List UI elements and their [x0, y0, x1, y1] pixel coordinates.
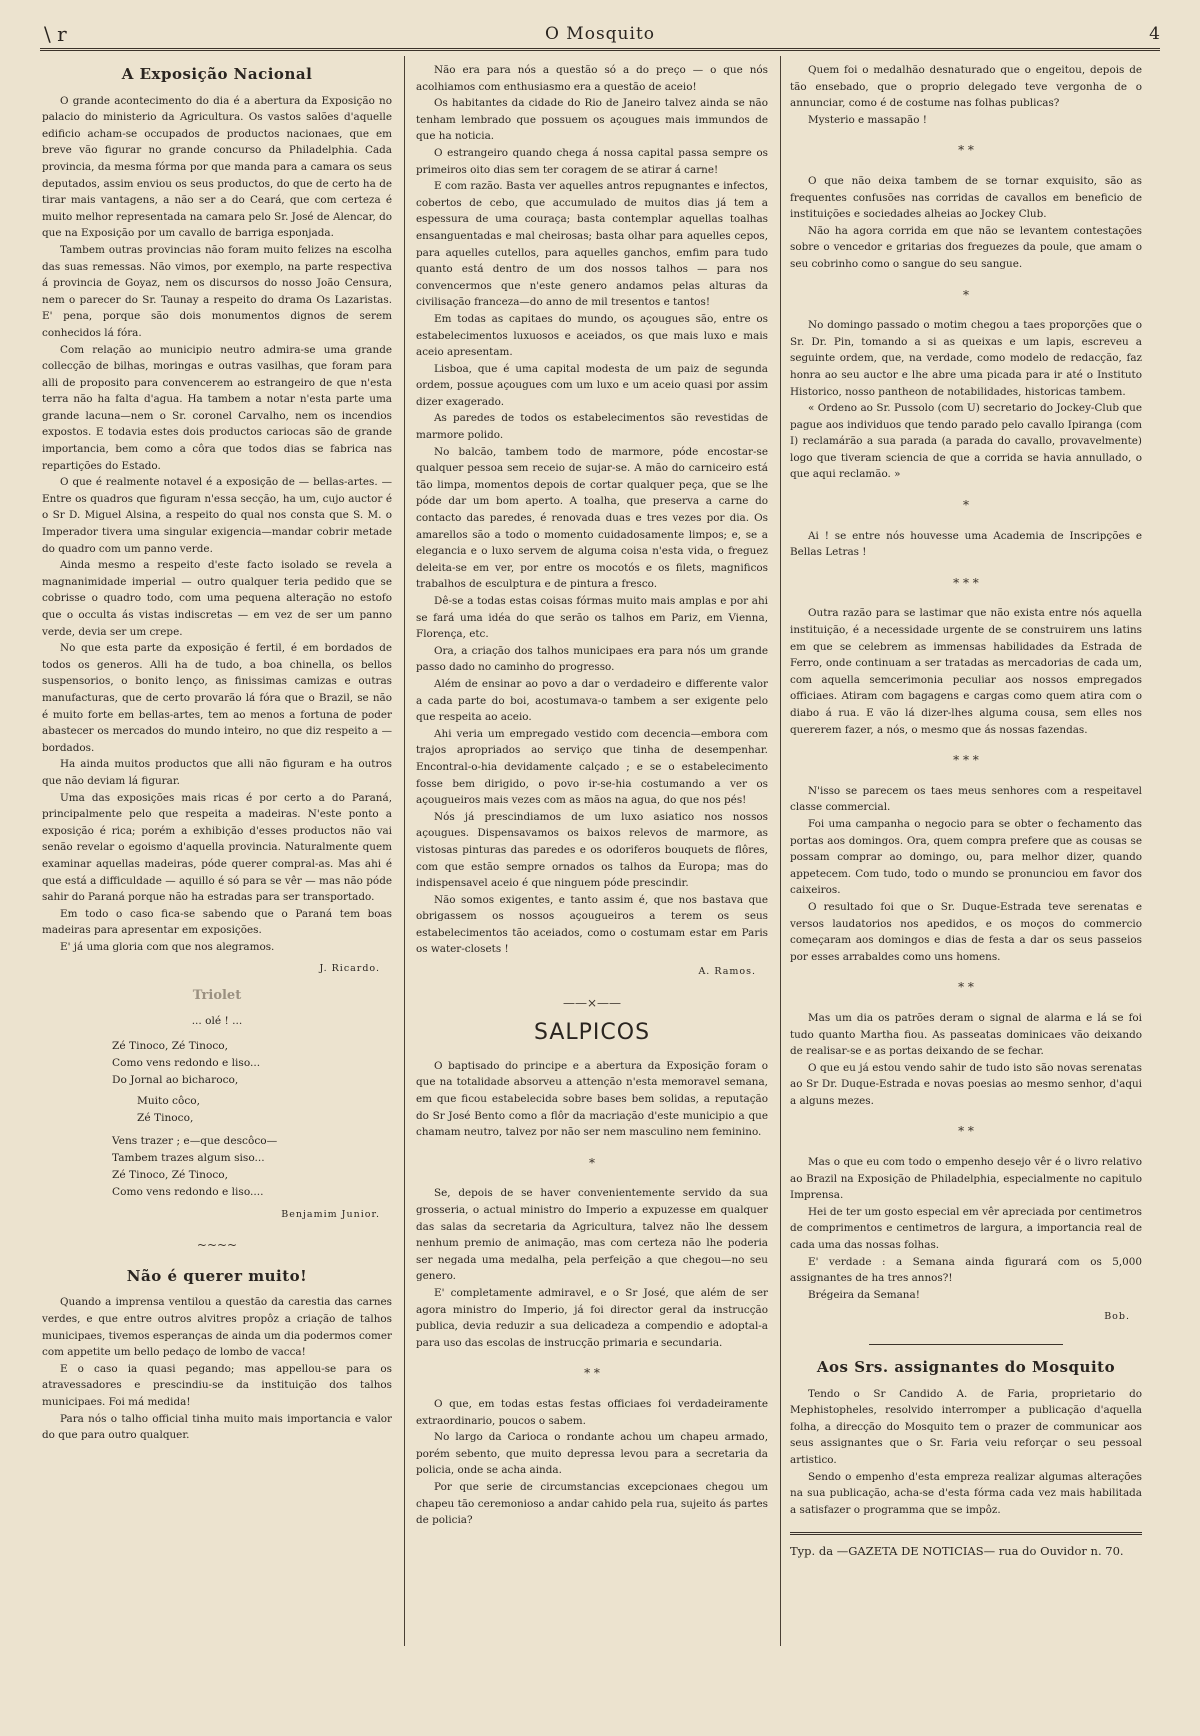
paragraph: O resultado foi que o Sr. Duque-Estrada teve serenatas e versos laudatorios nos apedidos, e os moços do commercio começaram aos domingos e dias de festa a dar os seus passeios por esses arrabaldes como uns homens.	[790, 900, 1142, 963]
paragraph: Não ha agora corrida em que não se levantem contestações sobre o vencedor e gritarias dos freguezes da poule, que amam o seu cobrinho como o sangue do seu sangue.	[790, 224, 1142, 270]
article-body	[42, 93, 392, 956]
poem-line: Como vens redondo e liso....	[112, 1185, 264, 1198]
asterism: * *	[958, 1124, 974, 1139]
column-divider	[780, 56, 781, 1646]
paragraph: Os habitantes da cidade do Rio de Janeiro talvez ainda se não tenham lembrado que possuem os açougues mais immundos de que ha noticia.	[416, 97, 768, 143]
paragraph: N'isso se parecem os taes meus senhores com a respeitavel classe commercial.	[790, 784, 1142, 814]
asterism: * *	[958, 143, 974, 158]
ornament-divider: ——×——	[562, 995, 622, 1010]
asterism: * * *	[953, 753, 979, 768]
paragraph: Ai ! se entre nós houvesse uma Academia de Inscripções e Bellas Letras !	[790, 529, 1142, 559]
section-title: SALPICOS	[533, 1020, 651, 1046]
masthead-title: O Mosquito	[544, 24, 656, 44]
paragraph: Uma das exposições mais ricas é por certo a do Paraná, principalmente pelo que respeita a madeiras. N'este ponto a exposição é rica; porém a exhibição d'esses productos não vai senão revelar o egoismo d'aquella provincia. Naturalmente quem examinar aquellas madeiras, póde querer compral-as. Mas ahi é que está a difficuldade — aquillo é só para se vêr — mas não póde sahir do Paraná porque não ha estradas para ser transportado.	[42, 791, 392, 904]
paragraph: Tendo o Sr Candido A. de Faria, proprietario do Mephistopheles, resolvido interromper a publicação d'aquella folha, a direcção do Mosquito tem o prazer de communicar aos seus assignantes que o Sr. Faria veiu reforçar o seu pessoal artistico.	[790, 1387, 1142, 1466]
paragraph: Dê-se a todas estas coisas fórmas muito mais amplas e por ahi se fará uma idéa do que serão os talhos em Pariz, em Vienna, Florença, etc.	[416, 595, 768, 641]
article-title: A Exposição Nacional	[121, 65, 313, 83]
paragraph: Foi uma campanha o negocio para se obter o fechamento das portas aos domingos. Ora, quem compra prefere que as cousas se possam comprar ao domingo, ou, para melhor dizer, quando appetecem. Com tudo, todo o mundo se pronunciou em favor dos caixeiros.	[790, 817, 1142, 897]
paragraph: Mas um dia os patrões deram o signal de alarma e lá se foi tudo quanto Martha fiou. As passeatas dominicaes vão deixando de realisar-se e as portas deixando de se fechar.	[790, 1011, 1142, 1058]
poem-line: Vens trazer ; e—que descôco—	[112, 1134, 278, 1147]
paragraph: As paredes de todos os estabelecimentos são revestidas de marmore polido.	[416, 412, 768, 442]
paragraph: Não somos exigentes, e tanto assim é, que nos bastava que obrigassem os nossos açougueiros a terem os seus estabelecimentos tão aceiados, como o costumam estar em Paris os water-closets !	[416, 893, 768, 956]
ornament-divider: ~~~~	[196, 1238, 238, 1253]
paragraph: Nós já prescindiamos de um luxo asiatico nos nossos açougues. Dispensavamos os baixos relevos de marmore, as vistosas pinturas das paredes e os odoriferos bouquets de flôres, com que estão sempre ornados os talhos da Europa; mas do indispensavel aceio é que ninguem póde prescindir.	[416, 810, 768, 890]
paragraph: Ha ainda muitos productos que alli não figuram e ha outros que não deviam lá figurar.	[42, 758, 392, 787]
asterism: *	[963, 498, 969, 513]
paragraph: Ahi veria um empregado vestido com decencia—embora com trajos apropriados ao serviço que tinha de desempenhar. Encontral-o-hia devidamente calçado ; e se o estabelecimento fosse bem dirigido, o povo ir-se-hia costumando a ver os açougueiros mais vezes com as mãos na agua, do que nos pés!	[416, 727, 768, 807]
paragraph: O que não deixa tambem de se tornar exquisito, são as frequentes confusões nas corridas de cavallos em beneficio de instituições e sociedades alheias ao Jockey Club.	[790, 174, 1142, 221]
paragraph: No que esta parte da exposição é fertil, é em bordados de todos os generos. Alli ha de tudo, a boa chinella, os bellos suspensorios, o bonito lenço, as finissimas camizas e outras manufacturas, que de certo provarão lá fóra que o Brazil, se não é muito forte em bellas-artes, tem ao menos a fortuna de poder abastecer os mercados do mundo inteiro, no que diz respeito a — bordados.	[42, 642, 392, 754]
paragraph: O que eu já estou vendo sahir de tudo isto são novas serenatas ao Sr Dr. Duque-Estrada e novas poesias ao mesmo senhor, d'aqui a alguns mezes.	[790, 1061, 1142, 1107]
paragraph: No balcão, tambem todo de marmore, póde encostar-se qualquer pessoa sem receio de sujar-se. A mão do carniceiro está tão limpa, momentos depois de cortar qualquer peça, que se lhe póde dar um bom aperto. A toalha, que preserva a carne do contacto das paredes, é renovada duas e tres vezes por dia. Os amarellos são a todo o momento cuidadosamente limpos; e, se a elegancia e o luxo servem de alguma coisa n'esta vida, o freguez deleita-se em ver, por entre os mocotós e os filets, magnificos trabalhos de esculptura e de pintura a fresco.	[416, 445, 768, 591]
paragraph: Ora, a criação dos talhos municipaes era para nós um grande passo dado no caminho do progresso.	[416, 644, 768, 674]
poem-title: Triolet	[192, 988, 242, 1004]
paragraph: Lisboa, que é uma capital modesta de um paiz de segunda ordem, possue açougues com um luxo e um aceio quasi por assim dizer exagerado.	[416, 362, 768, 408]
paragraph: E' já uma gloria com que nos alegramos.	[60, 940, 275, 953]
page-mark: \ r	[44, 22, 67, 46]
paragraph: Hei de ter um gosto especial em vêr apreciada por centimetros de comprimentos e centimetros de largura, a importancia real de cada uma das nossas folhas.	[790, 1205, 1142, 1252]
poem-line: Do Jornal ao bicharoco,	[112, 1073, 239, 1086]
paragraph: Além de ensinar ao povo a dar o verdadeiro e differente valor a cada parte do boi, acostumava-o tambem a ser exigente pelo que respeita ao aceio.	[416, 677, 768, 724]
paragraph: O baptisado do principe e a abertura da Exposição foram o que na totalidade absorveu a attenção n'esta memoravel semana, em que ficou estabelecida sobre bases bem solidas, a reputação do Sr José Bento como a flôr da macriação d'este municipio a que chamam neutro, talvez por não ser nem masculino nem feminino.	[416, 1059, 768, 1139]
article-title: Não é querer muito!	[126, 1266, 308, 1285]
paragraph: E com razão. Basta ver aquelles antros repugnantes e infectos, cobertos de cebo, que accumulado de muitos dias já tem a espessura de uma couraça; basta contemplar aquellas toalhas ensanguentadas e mal cheirosas; basta olhar para aquelles cepos, para aquelles cutellos, para aquelles ganchos, emfim para tudo quanto está dentro de um dos nossos talhos — para nos convencermos que n'este genero andamos pelas alturas da civilisação franceza—do anno de mil tresentos e tantos!	[416, 180, 768, 309]
article-body	[42, 1294, 392, 1443]
poem	[42, 1013, 392, 1201]
poem-line: Zé Tinoco, Zé Tinoco,	[112, 1039, 229, 1052]
paragraph: Não era para nós a questão só a do preço — o que nós acolhiamos com enthusiasmo era a questão de aceio!	[416, 64, 768, 93]
paragraph: Tambem outras provincias não foram muito felizes na escolha das suas remessas. Não vimos, por exemplo, na parte respectiva á provincia de Goyaz, nem os discursos do nosso João Censura, nem o parecer do Sr. Taunay a respeito do drama Os Lazaristas. E' pena, porque são dois monumentos dignos de serem conhecidos lá fóra.	[42, 243, 392, 339]
paragraph: O estrangeiro quando chega á nossa capital passa sempre os primeiros oito dias sem ter coragem de se atirar á carne!	[416, 146, 768, 176]
paragraph: Sendo o empenho d'esta empreza realizar algumas alterações na sua publicação, acha-se d'esta fórma cada vez mais habilitada a satisfazer o programma que se impôz.	[790, 1470, 1142, 1516]
column-divider	[404, 56, 405, 1646]
asterism: *	[963, 287, 969, 302]
poem-line: Zé Tinoco, Zé Tinoco,	[112, 1168, 229, 1181]
paragraph: No largo da Carioca o rondante achou um chapeu armado, porém sebento, que muito depressa levou para a secretaria da policia, onde se acha ainda.	[416, 1431, 768, 1477]
paragraph: E' verdade : a Semana ainda figurará com os 5,000 assignantes de ha tres annos?!	[790, 1255, 1142, 1285]
paragraph: Brégeira da Semana!	[808, 1288, 920, 1301]
byline: Benjamim Junior.	[281, 1208, 380, 1220]
printer-imprint: Typ. da —GAZETA DE NOTICIAS— rua do Ouvidor n. 70.	[790, 1532, 1142, 1560]
notice-body	[790, 1386, 1142, 1519]
paragraph: Mysterio e massapão !	[808, 113, 927, 126]
paragraph: Se, depois de se haver convenientemente servido da sua grosseria, o actual ministro do Imperio a expuzesse em qualquer das salas da secretaria da Agricultura, talvez não lhe dessem nenhum premio de animação, mas com certeza não lhe poderia ser negada uma medalha, pela perfeição a que chegou—no seu genero.	[416, 1187, 768, 1283]
poem-line: Muito côco,	[137, 1094, 201, 1107]
poem-line: Como vens redondo e liso...	[112, 1056, 261, 1069]
poem-line: Tambem trazes algum siso...	[112, 1151, 265, 1164]
column-middle	[416, 62, 768, 1662]
byline: J. Ricardo.	[319, 963, 380, 975]
paragraph: O que é realmente notavel é a exposição de — bellas-artes. — Entre os quadros que figuram n'essa secção, ha um, cujo auctor é o Sr D. Miguel Alsina, a respeito do qual nos consta que S. M. o Imperador tivera uma singular exigencia—mandar cobrir metade do quadro com um panno verde.	[42, 476, 392, 555]
paragraph: E o caso ia quasi pegando; mas appellou-se para os atravessadores e prescindiu-se da instituição dos talhos municipaes. Foi má medida!	[42, 1362, 392, 1408]
asterism: * *	[584, 1366, 600, 1381]
asterism: *	[589, 1155, 595, 1170]
section-rule	[869, 1344, 1063, 1345]
paragraph: O grande acontecimento do dia é a abertura da Exposição no palacio do ministerio da Agricultura. Os vastos salões d'aquelle edificio acham-se occupados de productos nacionaes, que em breve vão figurar no grande concurso da Philadelphia. Cada provincia, da mesma fórma por que manda para a camara os seus deputados, assim enviou os seus productos, do que de certo ha de tirar mais vantagens, a não ser a do Ceará, que com certeza é muito melhor representada na camara pelo Sr. José de Alencar, do que na Exposição por um cavallo de barriga esponjada.	[42, 94, 392, 240]
paragraph: Mas o que eu com todo o empenho desejo vêr é o livro relativo ao Brazil na Exposição de Philadelphia, especialmente no capitulo Imprensa.	[790, 1156, 1142, 1202]
asterism: * *	[958, 980, 974, 995]
paragraph: Por que serie de circumstancias excepcionaes chegou um chapeu tão ceremonioso a andar cahido pela rua, sujeito ás partes de policia?	[416, 1480, 768, 1527]
paragraph: Quem foi o medalhão desnaturado que o engeitou, depois de tão ensebado, que o proprio delegado teve vergonha de o annunciar, como é de costume nas folhas publicas?	[790, 64, 1142, 110]
section-body	[416, 1058, 768, 1529]
paragraph: « Ordeno ao Sr. Pussolo (com U) secretario do Jockey-Club que pague aos individuos que tendo parado pelo cavallo Ipiranga (com I) reclamárão a sua parada (a parada do cavallo, provavelmente) logo que tiveram sciencia de que a corrida se havia annullado, o que aqui reclamão. »	[790, 402, 1142, 481]
byline: A. Ramos.	[698, 966, 756, 978]
column-right	[790, 62, 1142, 1662]
paragraph: Quando a imprensa ventilou a questão da carestia das carnes verdes, e que entre outros alvitres propôz a criação de talhos municipaes, tivemos esperanças de ainda um dia podermos comer com appetite um bello pedaço de lombo de vacca!	[42, 1296, 392, 1359]
paragraph: Outra razão para se lastimar que não exista entre nós aquella instituição, é a necessidade urgente de se construirem uns latins em que se celebrem as immensas habilidades da Estrada de Ferro, onde continuam a ser tratadas as mercadorias de cada um, com aquella semcerimonia peculiar aos nossos empregados officiaes. Atiram com bagagens e cargas como quem atira com o diabo á rua. E vão lá dizer-lhes alguma cousa, sem elles nos quererem fazer, a nós, o mesmo que ás nossas fazendas.	[790, 607, 1142, 736]
column-left	[42, 62, 392, 1662]
page-number: 4	[1149, 24, 1160, 44]
paragraph: No domingo passado o motim chegou a taes proporções que o Sr. Dr. Pin, tomando a si as queixas e um lapis, escreveu a seguinte ordem, que, na verdade, como modelo de redacção, faz honra ao seu auctor e lhe abre uma picada para ir até o Instituto Historico, nosso pantheon de notabilidades, historicas tambem.	[790, 319, 1142, 398]
paragraph: Para nós o talho official tinha muito mais importancia e valor do que para outro qualquer.	[42, 1412, 392, 1442]
asterism: * * *	[953, 575, 979, 590]
paragraph: O que, em todas estas festas officiaes foi verdadeiramente extraordinario, poucos o sabem.	[416, 1397, 768, 1427]
poem-line: ... olé ! ...	[191, 1014, 243, 1027]
paragraph: Ainda mesmo a respeito d'este facto isolado se revela a magnanimidade imperial — outro qualquer teria pedido que se cobrisse o quadro todo, com uma pequena alteração no estofo que o occulta ás vistas indiscretas — em vez de ser um panno verde, devia ser um crepe.	[42, 559, 392, 638]
paragraph: Em todo o caso fica-se sabendo que o Paraná tem boas madeiras para apresentar em exposições.	[42, 907, 392, 937]
paragraph: Com relação ao municipio neutro admira-se uma grande collecção de bilhas, moringas e outras vasilhas, que foram para alli de proposito para convencerem ao estrangeiro de que n'esta terra não ha falta d'agua. Ha tambem a notar n'esta parte uma grande lacuna—nem o Sr. coronel Carvalho, nem os incendios expostos. E todavia estes dois productos cariocas são de grande importancia, bem como a côra que todos dias se fabrica nas repartições do Estado.	[42, 343, 392, 472]
paragraph: Em todas as capitaes do mundo, os açougues são, entre os estabelecimentos luxuosos e aceiados, os que mais luxo e mais aceio apresentam.	[416, 312, 768, 359]
byline: Bob.	[1104, 1311, 1130, 1323]
section-continuation	[790, 62, 1142, 1303]
poem-line: Zé Tinoco,	[137, 1111, 194, 1124]
page-header	[40, 18, 1160, 48]
paragraph: E' completamente admiravel, e o Sr José, que além de ser agora ministro do Imperio, já foi director geral da instrucção publica, devia reduzir a sua delicadeza a compendio e adoptal-a para uso das escolas de instrucção primaria e secundaria.	[416, 1286, 768, 1349]
header-rule	[40, 48, 1160, 51]
notice-title: Aos Srs. assignantes do Mosquito	[816, 1358, 1116, 1376]
article-continuation	[416, 62, 768, 958]
